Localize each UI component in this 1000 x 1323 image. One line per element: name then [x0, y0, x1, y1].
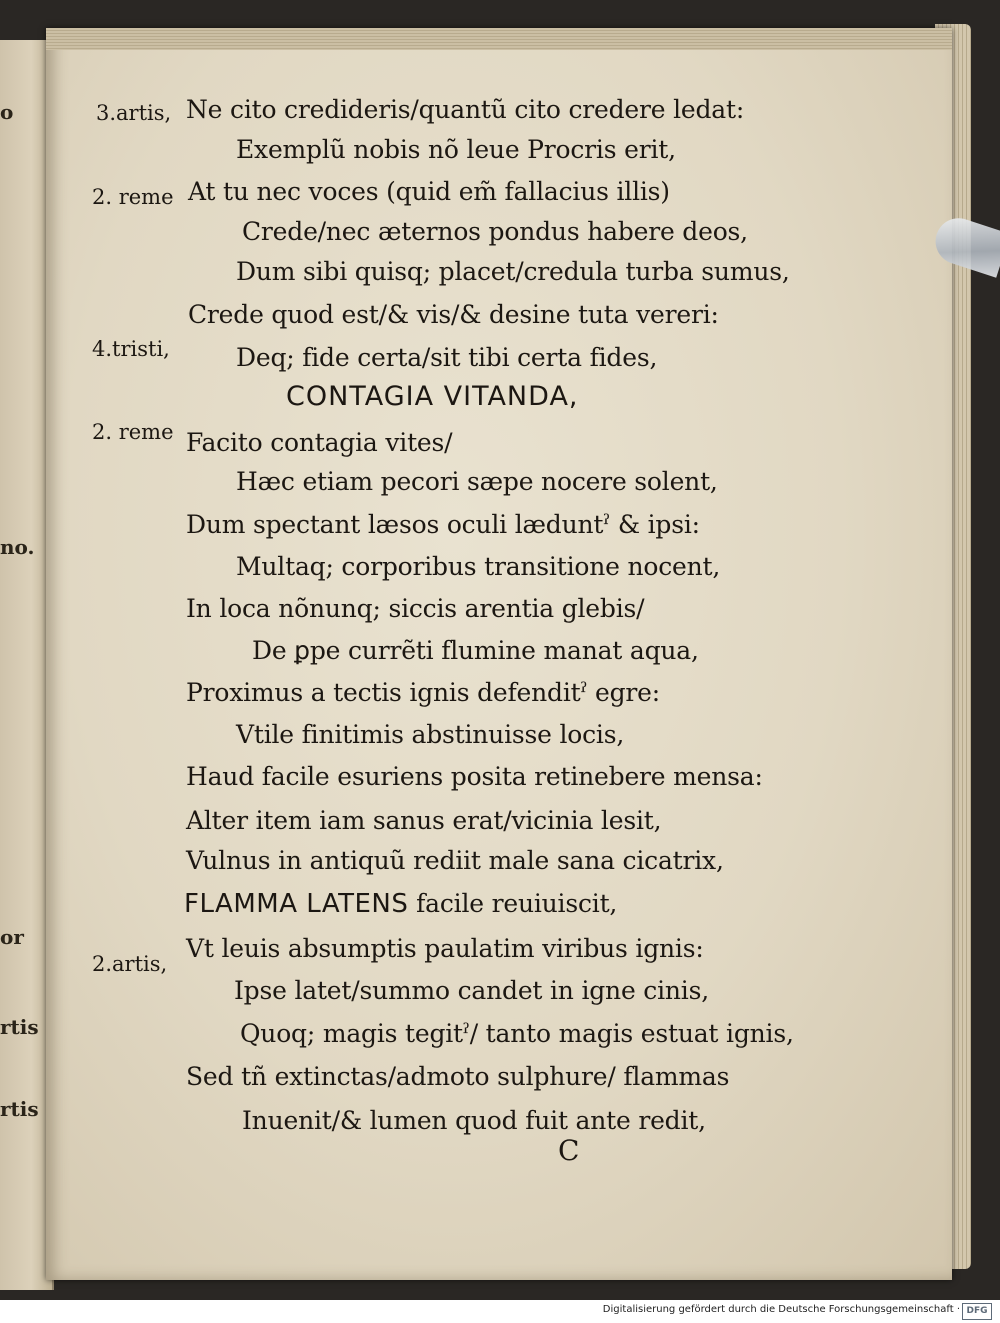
verse-line: Proximus a tectis ignis defenditˀ egre: — [186, 678, 660, 707]
verse-line: Exemplũ nobis nõ leue Procris erit, — [236, 135, 676, 164]
facing-page-fragment: or — [0, 925, 24, 949]
margin-note: 2. reme — [92, 420, 174, 444]
verse-line: Haud facile esuriens posita retinebere mensa: — [186, 762, 763, 791]
dfg-logo-icon: DFG — [962, 1303, 992, 1320]
margin-note: 3.artis, — [96, 101, 172, 125]
facing-page-fragment: no. — [0, 535, 35, 559]
inline-heading: FLAMMA LATENS — [184, 889, 409, 919]
facing-page-fragment: o — [0, 100, 14, 124]
margin-note: 4.tristi, — [92, 337, 170, 361]
verse-line: Crede/nec æternos pondus habere deos, — [242, 217, 748, 246]
verse-line: Sed tñ extinctas/admoto sulphure/ flammas — [186, 1062, 730, 1091]
verse-line-rest: facile reuiuiscit, — [408, 889, 618, 918]
verse-line: Crede quod est/& vis/& desine tuta vereri: — [188, 300, 719, 329]
verse-line: De ꝑpe currẽti flumine manat aqua, — [252, 636, 699, 665]
verse-line: Deq; fide certa/sit tibi certa fides, — [236, 343, 658, 372]
verse-line: Ipse latet/summo candet in igne cinis, — [234, 976, 709, 1005]
verse-line: Vt leuis absumptis paulatim viribus ignis: — [186, 934, 704, 963]
verse-line: Quoq; magis tegitˀ/ tanto magis estuat ignis, — [240, 1019, 794, 1048]
verse-line: Alter item iam sanus erat/vicinia lesit, — [186, 806, 662, 835]
verse-line: In loca nõnunq; siccis arentia glebis/ — [186, 594, 645, 623]
verse-line: Dum spectant læsos oculi læduntˀ & ipsi: — [186, 510, 700, 539]
verse-line: Ne cito credideris/quantũ cito credere ledat: — [186, 95, 745, 124]
verse-line: Dum sibi quisq; placet/credula turba sumus, — [236, 257, 790, 286]
verse-line: Inuenit/& lumen quod fuit ante redit, — [242, 1106, 706, 1135]
section-heading: CONTAGIA VITANDA, — [286, 381, 579, 412]
page-stack-top — [46, 28, 952, 50]
verse-line: At tu nec voces (quid em̃ fallacius illis) — [188, 177, 670, 206]
verse-line: Vtile finitimis abstinuisse locis, — [236, 720, 625, 749]
verse-line: Hæc etiam pecori sæpe nocere solent, — [236, 467, 718, 496]
footer-bar — [0, 1300, 1000, 1323]
verse-line: Multaq; corporibus transitione nocent, — [236, 552, 721, 581]
verse-line: Facito contagia vites/ — [186, 428, 453, 457]
verse-line-heading — [184, 889, 617, 919]
signature-mark: C — [558, 1134, 580, 1167]
funding-notice: Digitalisierung gefördert durch die Deutsche Forschungsgemeinschaft · — [602, 1304, 960, 1315]
facing-page-fragment: rtis — [0, 1015, 39, 1039]
margin-note: 2. reme — [92, 185, 174, 209]
verse-line: Vulnus in antiquũ rediit male sana cicatrix, — [186, 846, 724, 875]
margin-note: 2.artis, — [92, 952, 168, 976]
facing-page-fragment: rtis — [0, 1097, 39, 1121]
